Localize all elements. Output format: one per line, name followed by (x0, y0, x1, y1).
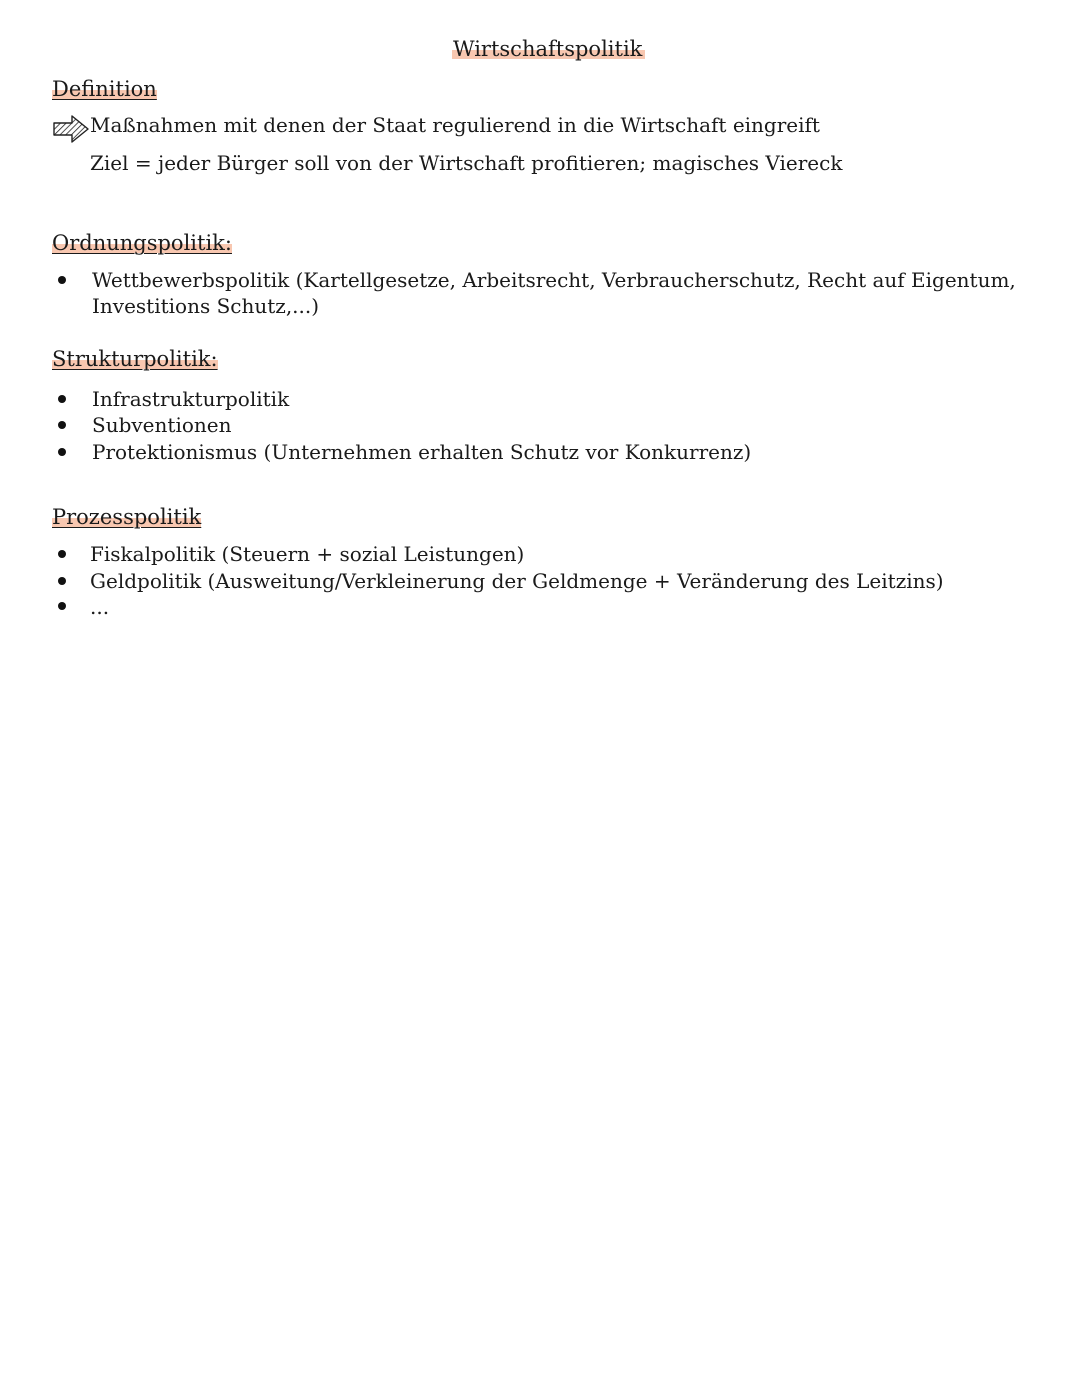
list-item-fiskalpolitik: Fiskalpolitik (Steuern + sozial Leistungen) (90, 542, 525, 566)
list-item-wettbewerbspolitik-continued: Investitions Schutz,...) (92, 294, 320, 318)
page-title (452, 36, 645, 62)
bullet-icon (58, 395, 66, 403)
section-heading-ordnungspolitik (52, 230, 232, 256)
section-heading-strukturpolitik (52, 346, 218, 372)
section-heading-strukturpolitik-text: Strukturpolitik: (52, 347, 218, 371)
bullet-icon (58, 550, 66, 558)
section-heading-ordnungspolitik-text: Ordnungspolitik: (52, 231, 232, 255)
list-item-wettbewerbspolitik: Wettbewerbspolitik (Kartellgesetze, Arbeitsrecht, Verbraucherschutz, Recht auf Eigentum, (92, 268, 1016, 292)
section-heading-definition (52, 76, 157, 102)
definition-line-1: Maßnahmen mit denen der Staat regulierend in die Wirtschaft eingreift (90, 113, 820, 137)
bullet-icon (58, 602, 66, 610)
right-arrow-icon (52, 114, 90, 144)
page-title-text: Wirtschaftspolitik (452, 37, 645, 61)
bullet-icon (58, 276, 66, 284)
list-item-geldpolitik: Geldpolitik (Ausweitung/Verkleinerung der Geldmenge + Veränderung des Leitzins) (90, 569, 944, 593)
list-item-ellipsis: ... (90, 595, 110, 619)
bullet-icon (58, 448, 66, 456)
list-item-protektionismus: Protektionismus (Unternehmen erhalten Schutz vor Konkurrenz) (92, 440, 752, 464)
list-item-infrastrukturpolitik: Infrastrukturpolitik (92, 387, 290, 411)
definition-line-2: Ziel = jeder Bürger soll von der Wirtschaft profitieren; magisches Viereck (90, 151, 843, 175)
bullet-icon (58, 577, 66, 585)
bullet-icon (58, 421, 66, 429)
list-item-subventionen: Subventionen (92, 413, 232, 437)
section-heading-prozesspolitik-text: Prozesspolitik (52, 505, 202, 529)
section-heading-definition-text: Definition (52, 77, 157, 101)
section-heading-prozesspolitik (52, 504, 201, 530)
